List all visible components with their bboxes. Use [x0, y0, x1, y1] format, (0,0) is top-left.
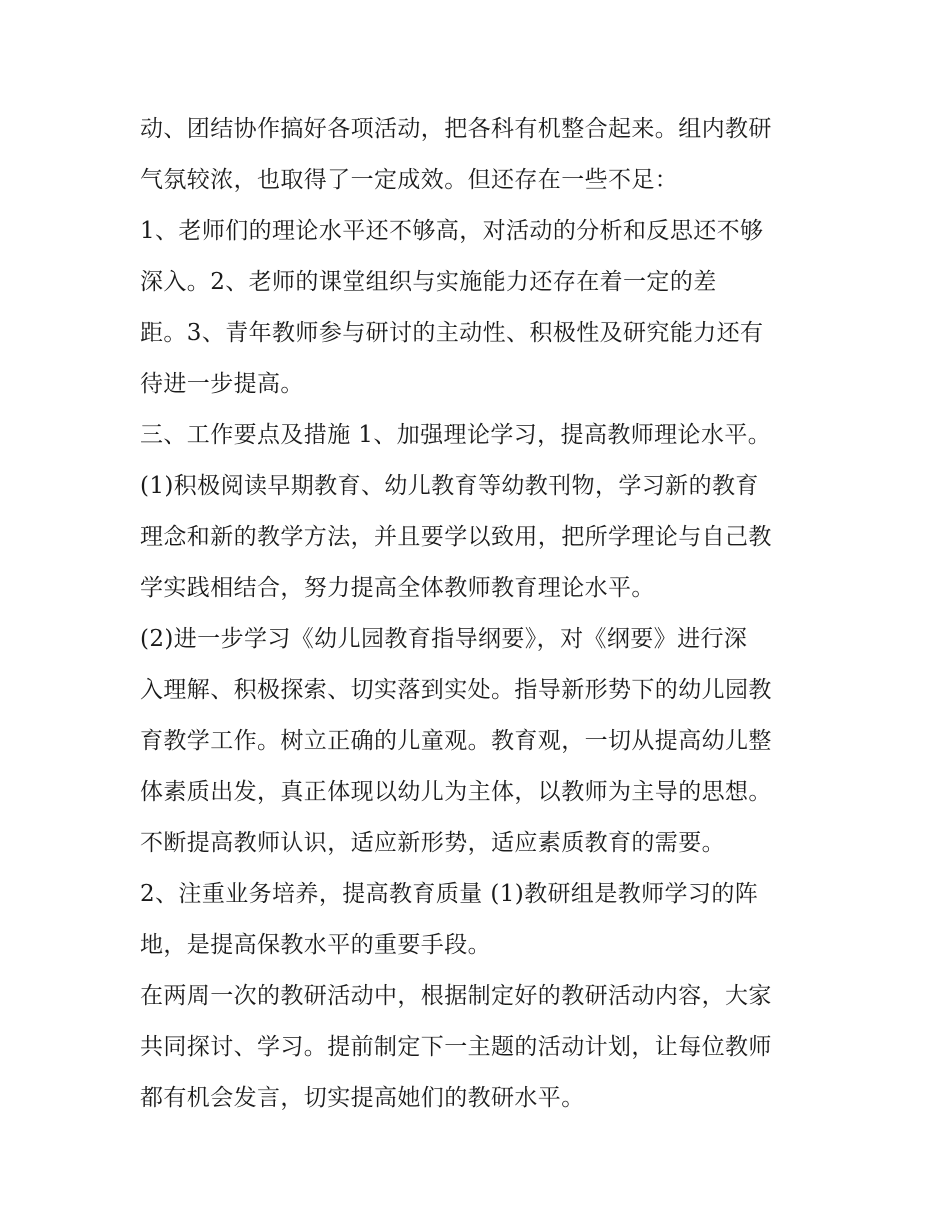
text-line: (2)进一步学习《幼儿园教育指导纲要》，对《纲要》进行深 — [140, 626, 748, 652]
document-body — [140, 104, 820, 1124]
text-line: 都有机会发言，切实提高她们的教研水平。 — [140, 1085, 585, 1111]
text-line: 在两周一次的教研活动中，根据制定好的教研活动内容，大家 — [140, 983, 772, 1009]
section-heading-line: 三、工作要点及措施 1、加强理论学习，提高教师理论水平。 — [140, 422, 772, 448]
text-line: 入理解、积极探索、切实落到实处。指导新形势下的幼儿园教 — [140, 677, 772, 703]
text-line: 共同探讨、学习。提前制定下一主题的活动计划，让每位教师 — [140, 1034, 772, 1060]
text-line: 待进一步提高。 — [140, 371, 304, 397]
text-line: 地，是提高保教水平的重要手段。 — [140, 932, 491, 958]
text-line: 育教学工作。树立正确的儿童观。教育观，一切从提高幼儿整 — [140, 728, 772, 754]
text-line: 1、老师们的理论水平还不够高，对活动的分析和反思还不够 — [140, 218, 764, 244]
text-line: 动、团结协作搞好各项活动，把各科有机整合起来。组内教研 — [140, 116, 772, 142]
text-line: 学实践相结合，努力提高全体教师教育理论水平。 — [140, 575, 655, 601]
text-line: 理念和新的教学方法，并且要学以致用，把所学理论与自己教 — [140, 524, 772, 550]
text-line: 深入。2、老师的课堂组织与实施能力还存在着一定的差 — [140, 269, 717, 295]
text-line: (1)积极阅读早期教育、幼儿教育等幼教刊物，学习新的教育 — [140, 473, 759, 499]
text-line: 距。3、青年教师参与研讨的主动性、积极性及研究能力还有 — [140, 320, 764, 346]
text-line: 不断提高教师认识，适应新形势，适应素质教育的需要。 — [140, 830, 725, 856]
text-line: 体素质出发，真正体现以幼儿为主体，以教师为主导的思想。 — [140, 779, 772, 805]
text-line: 2、注重业务培养，提高教育质量 (1)教研组是教师学习的阵 — [140, 881, 759, 907]
text-line: 气氛较浓，也取得了一定成效。但还存在一些不足： — [140, 167, 679, 193]
